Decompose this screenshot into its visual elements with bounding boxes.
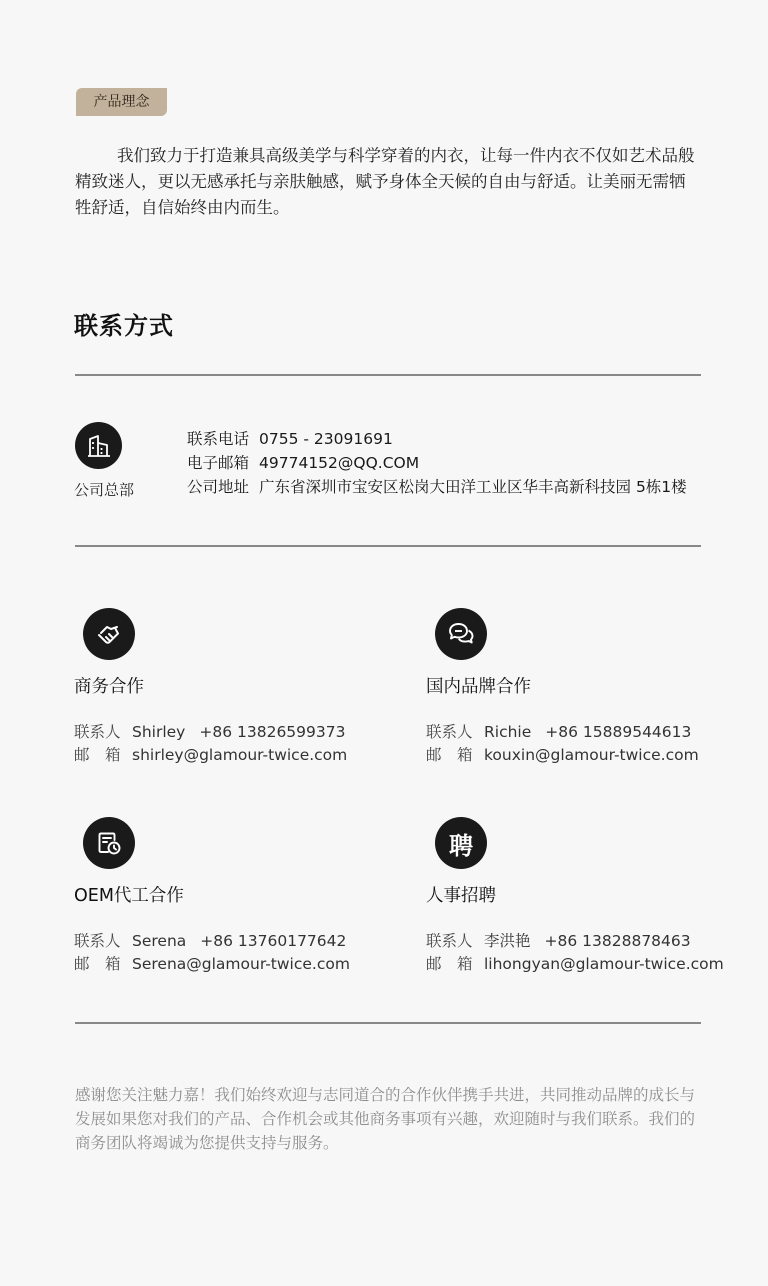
philosophy-tag: 产品理念 — [76, 88, 167, 116]
contact-email-row — [426, 953, 756, 976]
contact-phone[interactable]: +86 13760177642 — [200, 932, 347, 950]
footer-note: 感谢您关注魅力嘉！我们始终欢迎与志同道合的合作伙伴携手共进，共同推动品牌的成长与发展如果您对我们的产品、合作机会或其他商务事项有兴趣，欢迎随时与我们联系。我们的商务团队将竭诚为您提供支持与服务。 — [75, 1086, 696, 1152]
domestic-brand-cooperation-card — [426, 608, 756, 767]
contact-email[interactable]: kouxin@glamour-twice.com — [484, 746, 699, 764]
hq-phone-row — [187, 427, 687, 451]
hq-email-row — [187, 451, 687, 475]
document-clock-icon — [83, 817, 135, 869]
contact-person-label: 联系人 — [74, 723, 121, 741]
contact-email[interactable]: lihongyan@glamour-twice.com — [484, 955, 724, 973]
contact-section-title: 联系方式 — [74, 312, 174, 340]
card-title: 人事招聘 — [426, 886, 496, 906]
building-icon — [75, 422, 122, 469]
contact-email-label: 邮 箱 — [74, 955, 121, 973]
contact-email-row — [426, 744, 756, 767]
divider — [75, 374, 701, 376]
handshake-icon — [83, 608, 135, 660]
contact-person-label: 联系人 — [426, 932, 473, 950]
card-contact-lines — [426, 930, 756, 976]
contact-email-row — [74, 744, 404, 767]
hq-address-row — [187, 475, 687, 499]
hr-recruitment-card — [426, 817, 756, 976]
contact-person-name: Richie — [484, 723, 532, 741]
contact-phone[interactable]: +86 13828878463 — [544, 932, 691, 950]
contact-email-label: 邮 箱 — [426, 746, 473, 764]
contact-person-label: 联系人 — [426, 723, 473, 741]
contact-email[interactable]: Serena@glamour-twice.com — [132, 955, 350, 973]
hq-email-label: 电子邮箱 — [187, 454, 250, 472]
contact-email[interactable]: shirley@glamour-twice.com — [132, 746, 348, 764]
contact-person-row — [426, 930, 756, 953]
oem-cooperation-card — [74, 817, 404, 976]
contact-email-label: 邮 箱 — [426, 955, 473, 973]
hq-info — [187, 427, 687, 499]
contact-person-row — [74, 721, 404, 744]
contact-email-row — [74, 953, 404, 976]
contact-person-row — [74, 930, 404, 953]
card-title: OEM代工合作 — [74, 886, 184, 906]
divider — [75, 545, 701, 547]
card-contact-lines — [74, 721, 404, 767]
contact-email-label: 邮 箱 — [74, 746, 121, 764]
divider — [75, 1022, 701, 1024]
card-contact-lines — [426, 721, 756, 767]
contact-person-label: 联系人 — [74, 932, 121, 950]
hire-character-icon — [435, 817, 487, 869]
hq-address-label: 公司地址 — [187, 478, 250, 496]
hire-glyph: 聘 — [449, 831, 473, 860]
hq-phone-label: 联系电话 — [187, 430, 250, 448]
chat-bubbles-icon — [435, 608, 487, 660]
card-contact-lines — [74, 930, 404, 976]
hq-address: 广东省深圳市宝安区松岗大田洋工业区华丰高新科技园 5栋1楼 — [259, 478, 687, 496]
card-title: 商务合作 — [74, 677, 144, 697]
contact-person-row — [426, 721, 756, 744]
contact-phone[interactable]: +86 15889544613 — [545, 723, 692, 741]
philosophy-text: 我们致力于打造兼具高级美学与科学穿着的内衣，让每一件内衣不仅如艺术品般精致迷人，更以无感承托与亲肤触感，赋予身体全天候的自由与舒适。让美丽无需牺牲舒适，自信始终由内而生。 — [75, 146, 695, 217]
contact-phone[interactable]: +86 13826599373 — [199, 723, 346, 741]
contact-person-name: 李洪艳 — [484, 932, 531, 950]
card-title: 国内品牌合作 — [426, 677, 531, 697]
hq-label: 公司总部 — [74, 481, 135, 499]
contact-person-name: Shirley — [132, 723, 186, 741]
business-cooperation-card — [74, 608, 404, 767]
hq-phone[interactable]: 0755 - 23091691 — [259, 430, 393, 448]
hq-email[interactable]: 49774152@QQ.COM — [259, 454, 420, 472]
contact-person-name: Serena — [132, 932, 187, 950]
